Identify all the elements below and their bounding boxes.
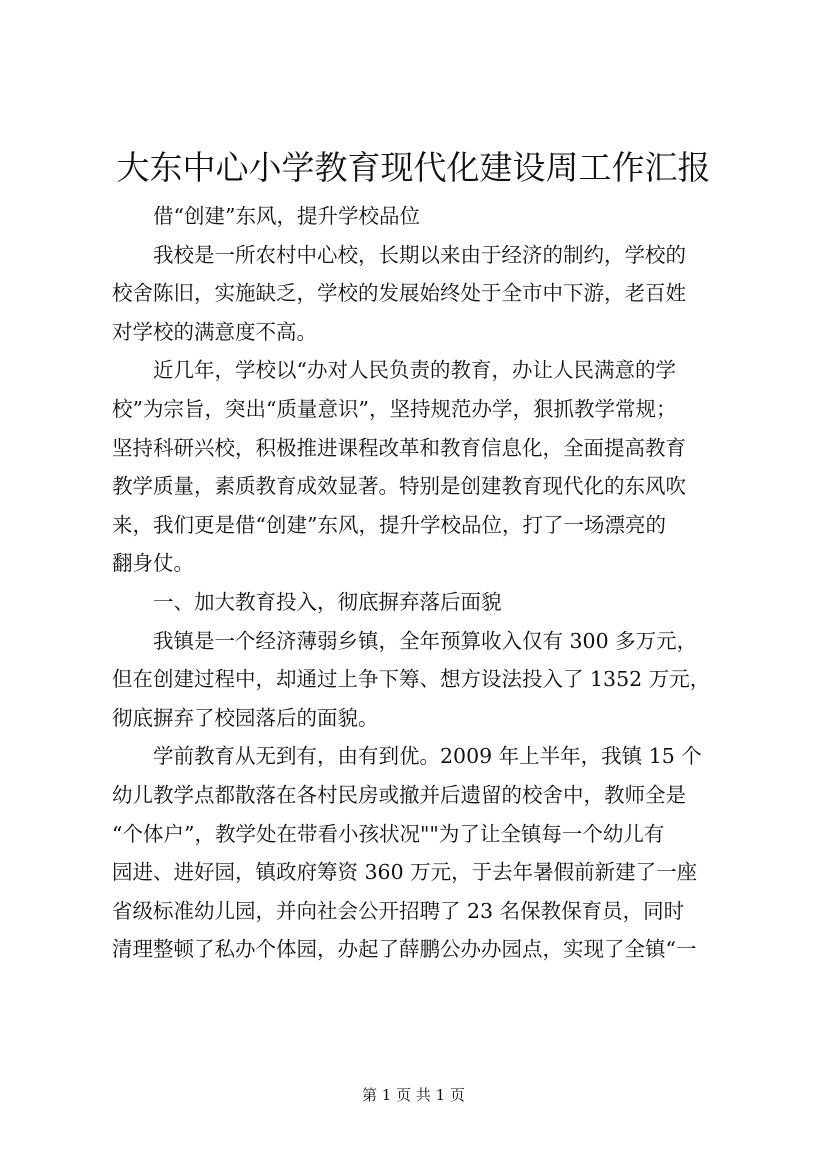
paragraph-line: 但在创建过程中，却通过上争下筹、想方设法投入了 1352 万元， xyxy=(112,667,711,692)
document-title: 大东中心小学教育现代化建设周工作汇报 xyxy=(116,148,711,187)
paragraph-line: 我校是一所农村中心校，长期以来由于经济的制约，学校的 xyxy=(153,242,686,267)
document-body xyxy=(112,197,722,969)
paragraph-line: 省级标准幼儿园，并向社会公开招聘了 23 名保教保育员，同时 xyxy=(112,898,685,923)
paragraph-line: 彻底摒弃了校园落后的面貌。 xyxy=(112,705,379,730)
paragraph-line: 对学校的满意度不高。 xyxy=(112,319,317,344)
paragraph-line: 清理整顿了私办个体园，办起了薛鹏公办办园点，实现了全镇“一 xyxy=(112,937,697,962)
paragraph-line: 幼儿教学点都散落在各村民房或撤并后遗留的校舍中，教师全是 xyxy=(112,782,686,807)
paragraph-line: 坚持科研兴校，积极推进课程改革和教育信息化，全面提高教育 xyxy=(112,435,686,460)
paragraph-line: 学前教育从无到有，由有到优。2009 年上半年，我镇 15 个 xyxy=(153,744,702,769)
paragraph-line: 近几年，学校以“办对人民负责的教育，办让人民满意的学 xyxy=(153,358,676,383)
paragraph-line: 园进、进好园，镇政府筹资 360 万元，于去年暑假前新建了一座 xyxy=(112,860,698,885)
section-heading: 借“创建”东风，提升学校品位 xyxy=(153,204,420,228)
paragraph-line: 教学质量，素质教育成效显著。特别是创建教育现代化的东风吹 xyxy=(112,474,686,499)
section-heading: 一、加大教育投入，彻底摒弃落后面貌 xyxy=(153,589,502,614)
paragraph-line: 来，我们更是借“创建”东风，提升学校品位，打了一场漂亮的 xyxy=(112,512,666,537)
paragraph-line: 校”为宗旨，突出“质量意识”，坚持规范办学，狠抓教学常规； xyxy=(112,396,677,421)
paragraph-line: 翻身仗。 xyxy=(112,551,194,576)
page-footer: 第 1 页 共 1 页 xyxy=(362,1086,465,1104)
paragraph-line: 校舍陈旧，实施缺乏，学校的发展始终处于全市中下游，老百姓 xyxy=(112,281,686,306)
paragraph-line: “个体户”，教学处在带看小孩状况""为了让全镇每一个幼儿有 xyxy=(112,821,665,846)
paragraph-line: 我镇是一个经济薄弱乡镇，全年预算收入仅有 300 多万元， xyxy=(153,628,698,653)
